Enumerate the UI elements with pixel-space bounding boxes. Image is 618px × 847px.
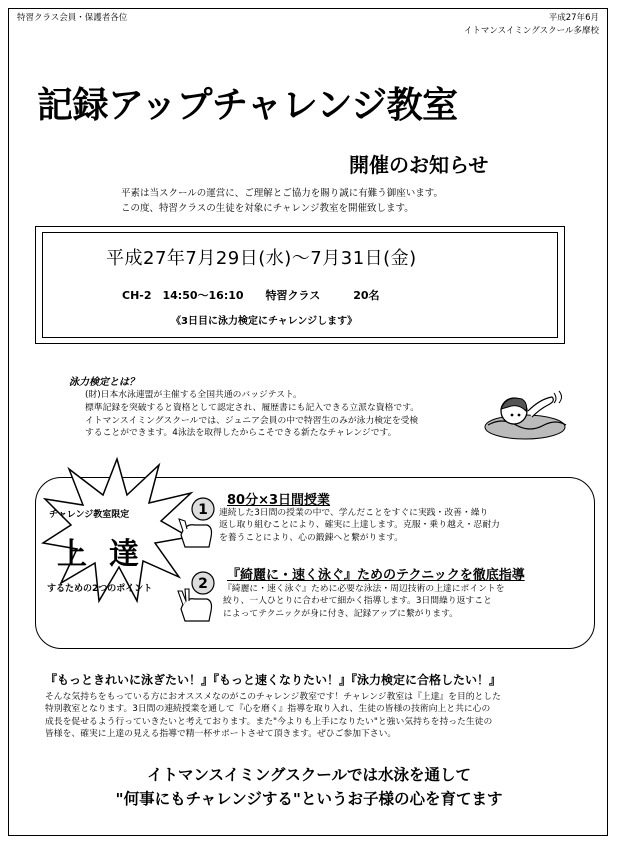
- point-one-title: 80分×3日間授業: [227, 493, 331, 508]
- catch-line: 皆様を、確実に上達の見える指導で精一杯サポートさせて頂きます。ぜひご参加下さい。: [45, 729, 397, 740]
- test-description: [85, 389, 419, 440]
- point-two-line: 『綺麗に・速く泳ぐ』ために必要な泳法・周辺技術の上達にポイントを: [223, 584, 505, 594]
- catch-headline: 『もっときれいに泳ぎたい！』『もっと速くなりたい！』『泳力検定に合格したい！』: [45, 673, 502, 687]
- test-line: 標準記録を突破すると資格として認定され、履歴書にも記入できる立派な資格です。: [85, 402, 420, 413]
- intro-line: この度、特習クラスの生徒を対象にチャレンジ教室を開催致します。: [121, 202, 414, 214]
- page-title: 記録アップチャレンジ教室: [37, 84, 458, 126]
- test-heading: 泳力検定とは？: [69, 377, 139, 388]
- catch-line: 特別教室となります。3日間の連続授業を通して『心を磨く』指導を取り入れ、生徒の皆様の技術向上と共に心の: [45, 704, 491, 715]
- event-box: [35, 226, 565, 344]
- point-one-line: を養うことにより、心の鍛錬へと繋がります。: [219, 532, 404, 543]
- burst-top-text: チャレンジ教室限定: [49, 510, 130, 520]
- point-two-icon: [177, 569, 217, 623]
- test-line: (財)日本水泳連盟が主催する全国共通のバッジテスト。: [85, 390, 302, 400]
- intro-text: [121, 187, 443, 216]
- recipient-line: 特習クラス会員・保護者各位: [17, 13, 128, 23]
- notice-page: [8, 8, 608, 836]
- point-one-line: 返し取り組むことにより、確実に上達します。克服・乗り越え・忍耐力: [219, 520, 500, 531]
- catch-line: 成長を促せるよう行っていきたいと考えております。また"今よりも上手になりたい"と強い気持ちを持った生徒の: [45, 716, 493, 727]
- point-two-title: 『綺麗に・速く泳ぐ』ためのテクニックを徹底指導: [227, 568, 525, 583]
- point-one-icon: [177, 495, 217, 549]
- test-line: イトマンスイミングスクールでは、ジュニア会員の中で特習生のみが泳力検定を受検: [85, 415, 419, 426]
- burst-bottom-text: するための2つのポイント: [47, 584, 153, 594]
- swimmer-illustration: [482, 381, 568, 445]
- page-subtitle: 開催のお知らせ: [349, 153, 489, 177]
- burst-main-text: 上達: [57, 537, 161, 572]
- closing-line-one: イトマンスイミングスクールでは水泳を通して: [147, 766, 471, 784]
- header-date: 平成27年6月: [548, 13, 599, 23]
- point-one-number: 1: [198, 502, 208, 518]
- point-one-body: [219, 507, 500, 544]
- intro-line: 平素は当スクールの運営に、ご理解とご協力を賜り誠に有難う御座います。: [121, 188, 444, 199]
- point-one-line: 連続した3日間の授業の中で、学んだことをすぐに実践・改善・繰り: [219, 508, 489, 518]
- point-two-line: によってテクニックが身に付き、記録アップに繋がります。: [223, 608, 458, 619]
- event-note: 《3日目に泳力検定にチャレンジします》: [171, 316, 358, 327]
- catch-body: [45, 691, 501, 741]
- school-name: イトマンスイミングスクール多摩校: [463, 26, 599, 36]
- catch-line: そんな気持ちをもっている方におオススメなのがこのチャレンジ教室です！チャレンジ教室は『上達』を目的とした: [45, 692, 501, 702]
- event-dates: 平成27年7月29日(水)～7月31日(金): [106, 248, 417, 269]
- test-line: することができます。4泳法を取得したからこそできる新たなチャレンジです。: [85, 428, 397, 439]
- event-session: CH-2 14:50～16:10 特習クラス 20名: [122, 289, 380, 302]
- point-two-body: [223, 583, 505, 620]
- closing-line-two: "何事にもチャレンジする"というお子様の心を育てます: [115, 790, 503, 808]
- point-two-line: 絞り、一人ひとりに合わせて細かく指導します。3日間繰り返すこと: [223, 596, 492, 607]
- point-two-number: 2: [198, 576, 208, 592]
